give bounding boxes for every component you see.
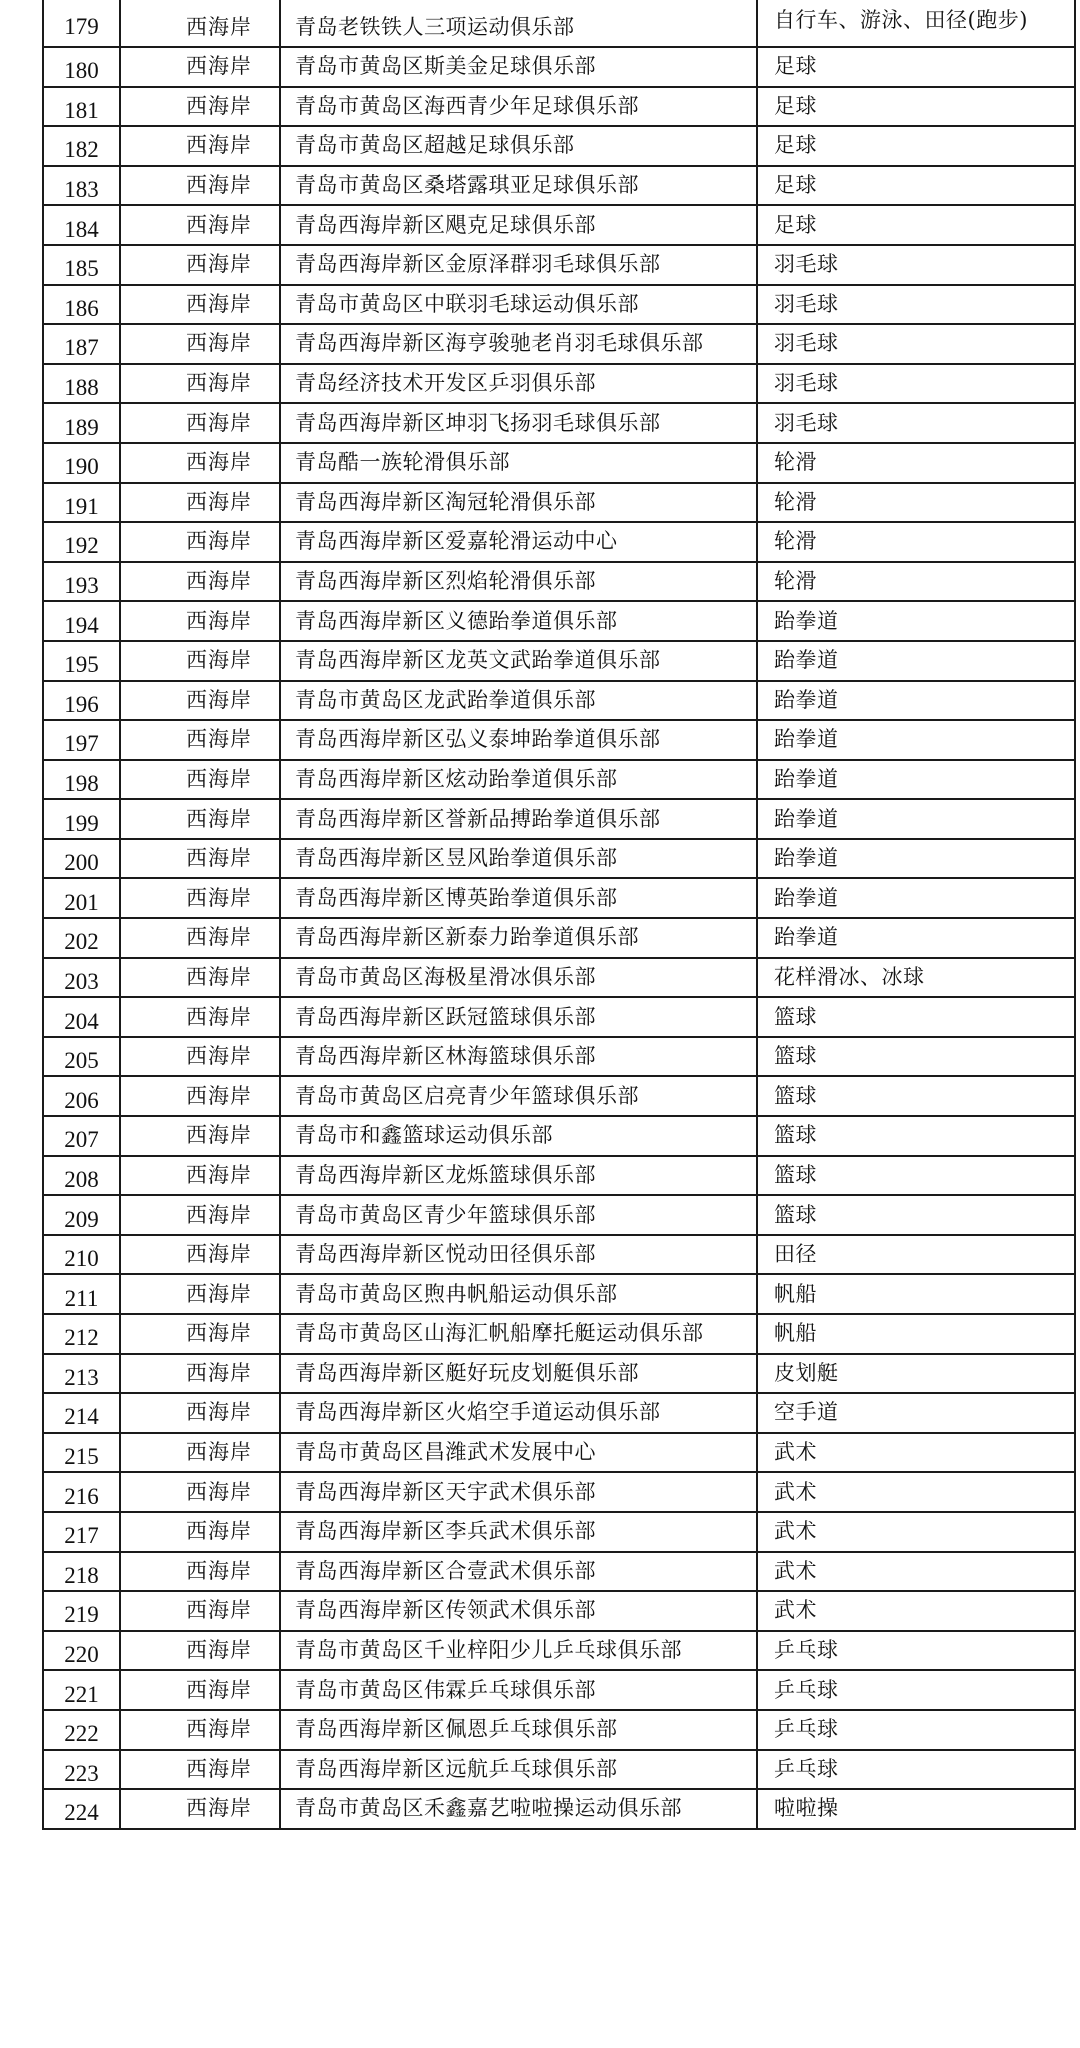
row-region: 西海岸 bbox=[120, 1116, 280, 1156]
row-club-name: 青岛市黄岛区启亮青少年篮球俱乐部 bbox=[280, 1076, 757, 1116]
row-club-name: 青岛西海岸新区悦动田径俱乐部 bbox=[280, 1235, 757, 1275]
row-number: 185 bbox=[43, 245, 120, 285]
row-sport: 武术 bbox=[757, 1591, 1075, 1631]
row-region: 西海岸 bbox=[120, 522, 280, 562]
row-region: 西海岸 bbox=[120, 839, 280, 879]
row-region: 西海岸 bbox=[120, 1710, 280, 1750]
row-number: 201 bbox=[43, 878, 120, 918]
row-region: 西海岸 bbox=[120, 364, 280, 404]
row-region: 西海岸 bbox=[120, 799, 280, 839]
table-row bbox=[43, 47, 1075, 87]
row-number: 203 bbox=[43, 958, 120, 998]
row-club-name: 青岛市黄岛区青少年篮球俱乐部 bbox=[280, 1195, 757, 1235]
table-row bbox=[43, 641, 1075, 681]
row-region: 西海岸 bbox=[120, 1631, 280, 1671]
row-region: 西海岸 bbox=[120, 483, 280, 523]
row-sport: 轮滑 bbox=[757, 522, 1075, 562]
row-sport: 羽毛球 bbox=[757, 285, 1075, 325]
row-club-name: 青岛西海岸新区炫动跆拳道俱乐部 bbox=[280, 760, 757, 800]
row-region: 西海岸 bbox=[120, 1156, 280, 1196]
row-region: 西海岸 bbox=[120, 720, 280, 760]
row-club-name: 青岛西海岸新区博英跆拳道俱乐部 bbox=[280, 878, 757, 918]
row-number: 187 bbox=[43, 324, 120, 364]
row-region: 西海岸 bbox=[120, 245, 280, 285]
row-number: 197 bbox=[43, 720, 120, 760]
row-sport: 田径 bbox=[757, 1235, 1075, 1275]
row-number: 222 bbox=[43, 1710, 120, 1750]
row-sport: 羽毛球 bbox=[757, 324, 1075, 364]
row-sport: 跆拳道 bbox=[757, 799, 1075, 839]
row-club-name: 青岛西海岸新区爱嘉轮滑运动中心 bbox=[280, 522, 757, 562]
row-sport: 跆拳道 bbox=[757, 760, 1075, 800]
row-sport: 轮滑 bbox=[757, 443, 1075, 483]
table-row bbox=[43, 166, 1075, 206]
row-region: 西海岸 bbox=[120, 1235, 280, 1275]
row-sport: 羽毛球 bbox=[757, 245, 1075, 285]
row-region: 西海岸 bbox=[120, 1393, 280, 1433]
row-number: 216 bbox=[43, 1472, 120, 1512]
row-number: 224 bbox=[43, 1789, 120, 1829]
table-row bbox=[43, 1670, 1075, 1710]
row-region: 西海岸 bbox=[120, 1433, 280, 1473]
table-row bbox=[43, 205, 1075, 245]
row-club-name: 青岛西海岸新区龙烁篮球俱乐部 bbox=[280, 1156, 757, 1196]
row-number: 209 bbox=[43, 1195, 120, 1235]
row-region: 西海岸 bbox=[120, 1472, 280, 1512]
row-number: 218 bbox=[43, 1552, 120, 1592]
row-number: 186 bbox=[43, 285, 120, 325]
row-club-name: 青岛市黄岛区龙武跆拳道俱乐部 bbox=[280, 681, 757, 721]
row-club-name: 青岛市黄岛区伟霖乒乓球俱乐部 bbox=[280, 1670, 757, 1710]
row-region: 西海岸 bbox=[120, 47, 280, 87]
row-region: 西海岸 bbox=[120, 1354, 280, 1394]
row-region: 西海岸 bbox=[120, 918, 280, 958]
table-row bbox=[43, 1116, 1075, 1156]
row-number: 214 bbox=[43, 1393, 120, 1433]
row-number: 184 bbox=[43, 205, 120, 245]
row-region: 西海岸 bbox=[120, 958, 280, 998]
row-club-name: 青岛西海岸新区龙英文武跆拳道俱乐部 bbox=[280, 641, 757, 681]
row-region: 西海岸 bbox=[120, 562, 280, 602]
row-number: 221 bbox=[43, 1670, 120, 1710]
row-sport: 跆拳道 bbox=[757, 918, 1075, 958]
row-sport: 空手道 bbox=[757, 1393, 1075, 1433]
row-club-name: 青岛市黄岛区超越足球俱乐部 bbox=[280, 126, 757, 166]
row-number: 205 bbox=[43, 1037, 120, 1077]
row-sport: 乒乓球 bbox=[757, 1710, 1075, 1750]
row-club-name: 青岛西海岸新区李兵武术俱乐部 bbox=[280, 1512, 757, 1552]
row-region: 西海岸 bbox=[120, 681, 280, 721]
table-row bbox=[43, 1591, 1075, 1631]
row-region: 西海岸 bbox=[120, 1552, 280, 1592]
row-sport: 乒乓球 bbox=[757, 1631, 1075, 1671]
row-region: 西海岸 bbox=[120, 126, 280, 166]
table-row bbox=[43, 522, 1075, 562]
row-number: 182 bbox=[43, 126, 120, 166]
row-club-name: 青岛市黄岛区中联羽毛球运动俱乐部 bbox=[280, 285, 757, 325]
row-number: 190 bbox=[43, 443, 120, 483]
row-sport: 篮球 bbox=[757, 1037, 1075, 1077]
row-region: 西海岸 bbox=[120, 997, 280, 1037]
row-sport: 篮球 bbox=[757, 1076, 1075, 1116]
row-number: 213 bbox=[43, 1354, 120, 1394]
table-row bbox=[43, 1433, 1075, 1473]
row-region: 西海岸 bbox=[120, 641, 280, 681]
row-region: 西海岸 bbox=[120, 1670, 280, 1710]
row-sport: 轮滑 bbox=[757, 483, 1075, 523]
row-club-name: 青岛西海岸新区弘义泰坤跆拳道俱乐部 bbox=[280, 720, 757, 760]
row-number: 191 bbox=[43, 483, 120, 523]
row-club-name: 青岛西海岸新区义德跆拳道俱乐部 bbox=[280, 601, 757, 641]
row-club-name: 青岛市黄岛区煦冉帆船运动俱乐部 bbox=[280, 1274, 757, 1314]
table-row bbox=[43, 878, 1075, 918]
row-number: 206 bbox=[43, 1076, 120, 1116]
row-sport: 武术 bbox=[757, 1472, 1075, 1512]
row-club-name: 青岛西海岸新区远航乒乓球俱乐部 bbox=[280, 1750, 757, 1790]
row-number: 199 bbox=[43, 799, 120, 839]
row-club-name: 青岛西海岸新区佩恩乒乓球俱乐部 bbox=[280, 1710, 757, 1750]
row-number: 192 bbox=[43, 522, 120, 562]
row-club-name: 青岛市和鑫篮球运动俱乐部 bbox=[280, 1116, 757, 1156]
row-club-name: 青岛经济技术开发区乒羽俱乐部 bbox=[280, 364, 757, 404]
row-club-name: 青岛市黄岛区山海汇帆船摩托艇运动俱乐部 bbox=[280, 1314, 757, 1354]
row-number: 193 bbox=[43, 562, 120, 602]
row-number: 219 bbox=[43, 1591, 120, 1631]
row-region: 西海岸 bbox=[120, 1314, 280, 1354]
row-club-name: 青岛西海岸新区金原泽群羽毛球俱乐部 bbox=[280, 245, 757, 285]
table-row bbox=[43, 245, 1075, 285]
row-sport: 轮滑 bbox=[757, 562, 1075, 602]
table-row bbox=[43, 1710, 1075, 1750]
row-region: 西海岸 bbox=[120, 760, 280, 800]
row-sport: 跆拳道 bbox=[757, 641, 1075, 681]
row-sport: 武术 bbox=[757, 1433, 1075, 1473]
row-number: 210 bbox=[43, 1235, 120, 1275]
row-sport: 皮划艇 bbox=[757, 1354, 1075, 1394]
table-row bbox=[43, 799, 1075, 839]
row-sport: 武术 bbox=[757, 1512, 1075, 1552]
row-sport: 武术 bbox=[757, 1552, 1075, 1592]
row-club-name: 青岛西海岸新区海亨骏驰老肖羽毛球俱乐部 bbox=[280, 324, 757, 364]
row-club-name: 青岛西海岸新区誉新品搏跆拳道俱乐部 bbox=[280, 799, 757, 839]
row-sport: 啦啦操 bbox=[757, 1789, 1075, 1829]
row-number: 188 bbox=[43, 364, 120, 404]
row-number: 223 bbox=[43, 1750, 120, 1790]
table-row bbox=[43, 1354, 1075, 1394]
table-row bbox=[43, 720, 1075, 760]
table-row bbox=[43, 1274, 1075, 1314]
row-club-name: 青岛市黄岛区昌潍武术发展中心 bbox=[280, 1433, 757, 1473]
row-club-name: 青岛西海岸新区淘冠轮滑俱乐部 bbox=[280, 483, 757, 523]
table-row bbox=[43, 918, 1075, 958]
row-sport: 帆船 bbox=[757, 1314, 1075, 1354]
table-row bbox=[43, 1156, 1075, 1196]
row-sport: 乒乓球 bbox=[757, 1750, 1075, 1790]
table-row bbox=[43, 403, 1075, 443]
row-region: 西海岸 bbox=[120, 1789, 280, 1829]
row-sport: 足球 bbox=[757, 126, 1075, 166]
row-number: 183 bbox=[43, 166, 120, 206]
table-row bbox=[43, 285, 1075, 325]
row-sport: 篮球 bbox=[757, 997, 1075, 1037]
table-row bbox=[43, 1393, 1075, 1433]
table-row bbox=[43, 1750, 1075, 1790]
table-row bbox=[43, 1631, 1075, 1671]
row-number: 204 bbox=[43, 997, 120, 1037]
table-row bbox=[43, 1789, 1075, 1829]
row-region: 西海岸 bbox=[120, 1750, 280, 1790]
table-body bbox=[43, 0, 1075, 1829]
row-number: 217 bbox=[43, 1512, 120, 1552]
row-club-name: 青岛西海岸新区跃冠篮球俱乐部 bbox=[280, 997, 757, 1037]
row-club-name: 青岛酷一族轮滑俱乐部 bbox=[280, 443, 757, 483]
table-row bbox=[43, 87, 1075, 127]
row-sport: 羽毛球 bbox=[757, 364, 1075, 404]
row-region: 西海岸 bbox=[120, 601, 280, 641]
row-region: 西海岸 bbox=[120, 1512, 280, 1552]
row-number: 200 bbox=[43, 839, 120, 879]
row-club-name: 青岛西海岸新区昱风跆拳道俱乐部 bbox=[280, 839, 757, 879]
row-sport: 自行车、游泳、田径(跑步) bbox=[757, 0, 1075, 47]
row-sport: 花样滑冰、冰球 bbox=[757, 958, 1075, 998]
row-number: 198 bbox=[43, 760, 120, 800]
row-number: 211 bbox=[43, 1274, 120, 1314]
row-club-name: 青岛西海岸新区林海篮球俱乐部 bbox=[280, 1037, 757, 1077]
table-row bbox=[43, 562, 1075, 602]
row-club-name: 青岛西海岸新区新泰力跆拳道俱乐部 bbox=[280, 918, 757, 958]
row-club-name: 青岛西海岸新区飓克足球俱乐部 bbox=[280, 205, 757, 245]
row-number: 195 bbox=[43, 641, 120, 681]
row-sport: 乒乓球 bbox=[757, 1670, 1075, 1710]
row-club-name: 青岛西海岸新区火焰空手道运动俱乐部 bbox=[280, 1393, 757, 1433]
row-region: 西海岸 bbox=[120, 87, 280, 127]
table-row bbox=[43, 126, 1075, 166]
row-club-name: 青岛市黄岛区斯美金足球俱乐部 bbox=[280, 47, 757, 87]
row-number: 202 bbox=[43, 918, 120, 958]
row-number: 220 bbox=[43, 1631, 120, 1671]
row-region: 西海岸 bbox=[120, 443, 280, 483]
row-region: 西海岸 bbox=[120, 403, 280, 443]
row-region: 西海岸 bbox=[120, 1591, 280, 1631]
row-region: 西海岸 bbox=[120, 1195, 280, 1235]
row-club-name: 青岛老铁铁人三项运动俱乐部 bbox=[280, 0, 757, 47]
row-number: 179 bbox=[43, 0, 120, 47]
row-sport: 足球 bbox=[757, 166, 1075, 206]
table-row bbox=[43, 601, 1075, 641]
row-region: 西海岸 bbox=[120, 878, 280, 918]
row-region: 西海岸 bbox=[120, 0, 280, 47]
row-number: 189 bbox=[43, 403, 120, 443]
row-club-name: 青岛西海岸新区坤羽飞扬羽毛球俱乐部 bbox=[280, 403, 757, 443]
table-row bbox=[43, 1076, 1075, 1116]
row-number: 207 bbox=[43, 1116, 120, 1156]
row-club-name: 青岛市黄岛区禾鑫嘉艺啦啦操运动俱乐部 bbox=[280, 1789, 757, 1829]
row-club-name: 青岛西海岸新区天宇武术俱乐部 bbox=[280, 1472, 757, 1512]
table-row bbox=[43, 364, 1075, 404]
row-sport: 跆拳道 bbox=[757, 720, 1075, 760]
table-row bbox=[43, 483, 1075, 523]
row-club-name: 青岛西海岸新区合壹武术俱乐部 bbox=[280, 1552, 757, 1592]
row-sport: 篮球 bbox=[757, 1116, 1075, 1156]
table-row bbox=[43, 1037, 1075, 1077]
row-sport: 篮球 bbox=[757, 1156, 1075, 1196]
table-row bbox=[43, 1235, 1075, 1275]
table-row bbox=[43, 997, 1075, 1037]
table-row bbox=[43, 1195, 1075, 1235]
row-club-name: 青岛西海岸新区传领武术俱乐部 bbox=[280, 1591, 757, 1631]
row-region: 西海岸 bbox=[120, 324, 280, 364]
table-row bbox=[43, 958, 1075, 998]
row-sport: 羽毛球 bbox=[757, 403, 1075, 443]
row-number: 196 bbox=[43, 681, 120, 721]
row-club-name: 青岛西海岸新区烈焰轮滑俱乐部 bbox=[280, 562, 757, 602]
table-row bbox=[43, 1552, 1075, 1592]
table-row bbox=[43, 839, 1075, 879]
row-sport: 足球 bbox=[757, 87, 1075, 127]
row-club-name: 青岛市黄岛区海西青少年足球俱乐部 bbox=[280, 87, 757, 127]
row-region: 西海岸 bbox=[120, 205, 280, 245]
table-row bbox=[43, 1512, 1075, 1552]
row-number: 181 bbox=[43, 87, 120, 127]
row-club-name: 青岛西海岸新区艇好玩皮划艇俱乐部 bbox=[280, 1354, 757, 1394]
table-row bbox=[43, 1314, 1075, 1354]
row-number: 180 bbox=[43, 47, 120, 87]
row-club-name: 青岛市黄岛区桑塔露琪亚足球俱乐部 bbox=[280, 166, 757, 206]
row-region: 西海岸 bbox=[120, 1274, 280, 1314]
row-club-name: 青岛市黄岛区千业梓阳少儿乒乓球俱乐部 bbox=[280, 1631, 757, 1671]
row-sport: 足球 bbox=[757, 205, 1075, 245]
row-number: 208 bbox=[43, 1156, 120, 1196]
row-number: 215 bbox=[43, 1433, 120, 1473]
row-region: 西海岸 bbox=[120, 1076, 280, 1116]
table-row bbox=[43, 1472, 1075, 1512]
row-sport: 跆拳道 bbox=[757, 601, 1075, 641]
row-sport: 跆拳道 bbox=[757, 878, 1075, 918]
row-sport: 跆拳道 bbox=[757, 839, 1075, 879]
table-row bbox=[43, 324, 1075, 364]
row-region: 西海岸 bbox=[120, 1037, 280, 1077]
row-region: 西海岸 bbox=[120, 166, 280, 206]
row-sport: 跆拳道 bbox=[757, 681, 1075, 721]
row-region: 西海岸 bbox=[120, 285, 280, 325]
row-sport: 篮球 bbox=[757, 1195, 1075, 1235]
row-number: 194 bbox=[43, 601, 120, 641]
club-list-table bbox=[42, 0, 1076, 1830]
row-number: 212 bbox=[43, 1314, 120, 1354]
row-sport: 帆船 bbox=[757, 1274, 1075, 1314]
row-sport: 足球 bbox=[757, 47, 1075, 87]
table-row bbox=[43, 760, 1075, 800]
table-row bbox=[43, 0, 1075, 47]
row-club-name: 青岛市黄岛区海极星滑冰俱乐部 bbox=[280, 958, 757, 998]
table-row bbox=[43, 681, 1075, 721]
table-row bbox=[43, 443, 1075, 483]
